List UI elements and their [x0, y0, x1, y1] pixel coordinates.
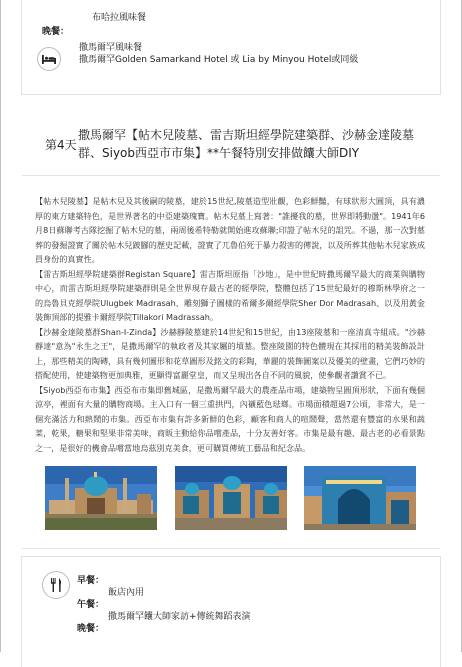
- dinner-label: 晚餐：: [77, 624, 105, 634]
- day-number: 第4天: [45, 138, 77, 152]
- paragraph-gur-emir: 【帖木兒陵墓】是帖木兒及其後嗣的陵墓，建於15世紀,陵墓造型壯觀，色彩鮮豔，有球狀形大圓頂，具有濃厚的東方建築特色，是世界著名的中亞建築瑰寶。帖木兒墓上寫著："誰擾我的墓，世界即將動盪"。1941年6月8日蘇聯考古隊挖掘了帖木兒的墓，兩周後希特勒就開始進攻蘇聯;印證了帖木兒的詛咒。不過，那一次對墓葬的發掘證實了關於帖木兒跛腳的歷史記載，證實了兀魯伯死于暴力殺害的傳說，以及所葬其他帖木兒家族成員身份的真實性。: [35, 196, 425, 264]
- lunch-label: 午餐：: [77, 600, 105, 610]
- hotel-icon-badge: [37, 47, 61, 71]
- dinner-value: 撒馬爾罕風味餐: [79, 43, 143, 53]
- hotel-value: 撒馬爾罕Golden Samarkand Hotel 或 Lia by Minyou Hotel或同級: [79, 55, 359, 65]
- paragraph-siyob-bazaar: 【Siyob西亞布市集】西亞布市集即舊城區，是撒馬爾罕最大的農產品市場，建築物呈圓頂形狀，下面有幾個涼亭，裡面有大量的購物商場。主入口有一個三重拱門，內襯藍色琺瑯。市場面積超過7公頃，非常大，是一個充滿活力和熱鬧的市集。西亞布市集有許多新鮮的色彩，顧客和商人的喧鬧聲，當然還有豐富的水果和蔬菜，乾果，糖果和堅果非常美味，商販主動給你品嚐產品，十分友善好客。市集是最有趣、最古老的必看景點之一，是很好的機會品嚐當地烏茲別克美食，更可購買傳統工藝品和紀念品。: [35, 384, 425, 453]
- photo-gur-emir-mausoleum: [45, 466, 157, 530]
- day-title: 撒馬爾罕【帖木兒陵墓、雷吉斯坦經學院建築群、沙赫金達陵墓群、Siyob西亞市市集】**午餐特別安排做饢大師DIY: [78, 128, 415, 160]
- page-border-left: [0, 0, 1, 652]
- lunch-value: 撒馬爾罕饢大師家訪+傳統舞蹈表演: [108, 612, 251, 622]
- previous-day-card: [21, 0, 441, 95]
- dinner-label: 晚餐：: [42, 27, 70, 37]
- meal-icon-badge: [42, 571, 70, 599]
- day-description: [35, 194, 425, 455]
- fork-knife-icon: [43, 572, 69, 598]
- breakfast-value: 飯店內用: [108, 588, 145, 598]
- bed-icon: [38, 48, 60, 70]
- meals-card: [21, 556, 441, 667]
- divider: [22, 548, 440, 549]
- paragraph-shah-i-zinda: 【沙赫金達陵墓群Shan-I-Zinda】沙赫靜陵墓建於14世紀和15世紀，由13座陵墓和一座清真寺組成。"沙赫靜達"意為"永生之王"，是撒馬爾罕的執政者及其家屬的墳墓。整座陵園的特色體現在其採用的精美裝飾設計上，那些精美的陶磚，具有幾何圖形和花草圖形及銘文的彩陶，華麗的裝飾圖案以及優美的壁畫，它們巧妙的搭配使用，使建築物更加典雅，更顯得富麗堂皇，而又呈現出各自不同的風貌，使參觀者讚賞不已。: [35, 326, 425, 380]
- photo-registan-square: [175, 466, 287, 530]
- paragraph-registan: 【雷吉斯坦經學院建築群Registan Square】雷吉斯坦原指「沙地」，是中世紀時撒馬爾罕最大的商業與購物中心，而雷吉斯坦經學院建築群則是全世界現存最古老的經學院，整體包括了15世紀最好的穆斯林學府之一的烏魯貝克經學院Ulugbek Madrasah、雕刻獅子圖樣的希爾多爾經學院Sher Dor Madrasah、以及用黃金裝飾頂部的提雅卡爾經學院Tillakori Madrassah。: [35, 268, 425, 322]
- divider: [22, 175, 440, 176]
- photo-shah-i-zinda-portal: [304, 466, 416, 530]
- breakfast-label: 早餐：: [77, 576, 105, 586]
- lunch-value: 布哈拉風味餐: [92, 13, 147, 23]
